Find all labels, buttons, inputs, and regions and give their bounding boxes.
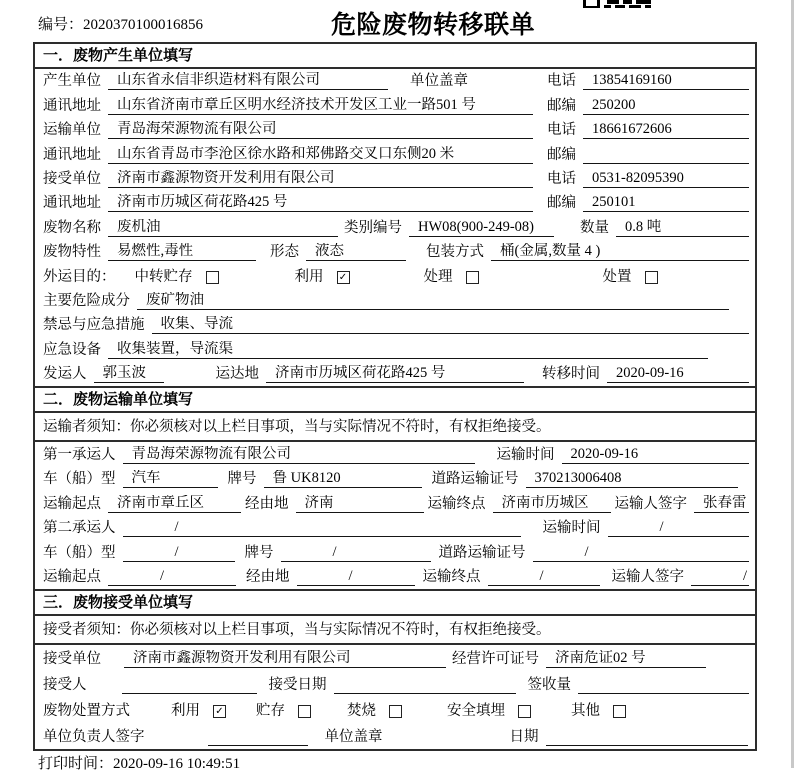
purpose-option-transfer-storage-label: 中转贮存 <box>134 268 193 285</box>
checkbox-transfer-storage <box>206 271 219 284</box>
carrier-sign2-label: 运输人签字 <box>611 569 684 586</box>
transporter-zip-label: 邮编 <box>547 146 576 163</box>
transporter-phone-value: 18661672606 <box>583 121 749 139</box>
producer-phone-value: 13854169160 <box>583 72 749 90</box>
print-time-value: 2020-09-16 10:49:51 <box>113 756 241 772</box>
checkbox-utilize: ✓ <box>213 705 226 718</box>
terminus2-value: / <box>488 568 600 586</box>
second-carrier-label: 第二承运人 <box>43 520 116 537</box>
section-transporter <box>35 386 755 589</box>
unit-seal2-label: 单位盖章 <box>324 729 383 746</box>
packaging-value: 桶(金属,数量 4 ) <box>491 243 749 261</box>
emergency-equipment-value: 收集装置，导流渠 <box>108 341 708 359</box>
via2-label: 经由地 <box>246 569 290 586</box>
disposal-option-other-label: 其他 <box>571 703 600 720</box>
packaging-label: 包装方式 <box>426 244 484 261</box>
origin2-value: / <box>108 568 236 586</box>
emergency-equipment-label: 应急设备 <box>43 341 101 358</box>
row-vehicle2 <box>35 540 755 565</box>
shipper-value: 郭玉波 <box>94 365 164 383</box>
row-transporter-unit <box>35 118 755 142</box>
transporter-address-label: 通讯地址 <box>43 146 101 163</box>
terminus2-label: 运输终点 <box>422 569 481 586</box>
carrier-sign1-label: 运输人签字 <box>614 495 687 512</box>
vehicle-type2-label: 车（船）型 <box>43 544 116 561</box>
responsible-sign-label: 单位负责人签字 <box>43 729 145 746</box>
transporter-unit-value: 青岛海荣源物流有限公司 <box>108 121 533 139</box>
transporter-address-value: 山东省青岛市李沧区徐水路和郑佛路交叉口东侧20 米 <box>108 146 533 164</box>
vehicle-type1-value: 汽车 <box>123 470 218 488</box>
plate1-value: 鲁 UK8120 <box>264 470 422 488</box>
vehicle-type2-value: / <box>123 544 235 562</box>
receiver-unit-label: 接受单位 <box>43 170 101 187</box>
producer-zip-label: 邮编 <box>547 97 576 114</box>
road-permit2-value: / <box>533 544 750 562</box>
producer-unit-label: 产生单位 <box>43 73 101 90</box>
license-label: 经营许可证号 <box>452 651 539 668</box>
received-quantity-label: 签收量 <box>527 677 571 694</box>
row-route1 <box>35 491 755 516</box>
row-recipient <box>35 671 755 697</box>
producer-address-value: 山东省济南市章丘区明水经济技术开发区工业一路501 号 <box>108 97 533 115</box>
serial-label: 编号： <box>38 17 84 33</box>
carrier-sign2-value: / <box>691 568 749 586</box>
section1-header: 一．废物产生单位填写 <box>35 44 755 69</box>
disposal-method-label: 废物处置方式 <box>43 703 130 720</box>
transporter-unit-label: 运输单位 <box>43 122 101 139</box>
via1-label: 经由地 <box>245 495 289 512</box>
waste-name-label: 废物名称 <box>43 219 101 236</box>
terminus1-value: 济南市历城区 <box>493 495 611 513</box>
terminus1-label: 运输终点 <box>427 495 486 512</box>
checkbox-store <box>298 705 311 718</box>
receiver-address-label: 通讯地址 <box>43 195 101 212</box>
quantity-label: 数量 <box>580 219 609 236</box>
row-receiver-address <box>35 191 755 215</box>
receive-date-label: 接受日期 <box>268 677 327 694</box>
purpose-option-reuse-label: 利用 <box>294 268 324 285</box>
disposal-option-store-label: 贮存 <box>256 703 285 720</box>
disposal-option-landfill-label: 安全填埋 <box>447 703 505 720</box>
checkbox-incinerate <box>389 705 402 718</box>
origin1-value: 济南市章丘区 <box>108 495 241 513</box>
shipper-label: 发运人 <box>43 366 87 383</box>
waste-name-value: 废机油 <box>108 219 338 237</box>
row-responsible-signature <box>35 723 755 749</box>
contraindications-value: 收集、导流 <box>152 316 750 334</box>
print-time-label: 打印时间： <box>38 756 114 772</box>
purpose-option-dispose-label: 处置 <box>602 268 632 285</box>
transport-time2-value: / <box>608 519 750 537</box>
quantity-value: 0.8 吨 <box>616 219 749 237</box>
main-hazard-label: 主要危险成分 <box>43 292 130 309</box>
contraindications-label: 禁忌与应急措施 <box>43 317 145 334</box>
road-permit2-label: 道路运输证号 <box>438 544 526 561</box>
purpose-option-treat-label: 处理 <box>423 268 453 285</box>
recipient-value <box>122 677 257 694</box>
carrier-sign1-value: 张春雷 <box>694 495 749 513</box>
vehicle-type1-label: 车（船）型 <box>43 471 116 488</box>
manifest-form-table <box>33 42 757 751</box>
disposal-option-incinerate-label: 焚烧 <box>347 703 376 720</box>
print-time-line <box>38 752 240 773</box>
checkbox-treat <box>466 271 479 284</box>
accepting-unit-label: 接受单位 <box>43 651 101 668</box>
via2-value: / <box>297 568 415 586</box>
receiver-notice: 接受者须知：你必须核对以上栏目事项，当与实际情况不符时，有权拒绝接受。 <box>35 616 755 645</box>
receiver-address-value: 济南市历城区荷花路425 号 <box>108 194 533 212</box>
category-code-value: HW08(900-249-08) <box>409 219 554 237</box>
checkbox-reuse: ✓ <box>337 271 350 284</box>
recipient-label: 接受人 <box>43 677 87 694</box>
receiver-phone-value: 0531-82095390 <box>583 170 749 188</box>
road-permit1-label: 道路运输证号 <box>431 471 519 488</box>
producer-address-label: 通讯地址 <box>43 97 101 114</box>
page-title: 危险废物转移联单 <box>331 12 536 39</box>
row-transport-purpose <box>35 264 755 288</box>
row-vehicle1 <box>35 467 755 492</box>
transport-time1-label: 运输时间 <box>496 446 555 463</box>
producer-zip-value: 250200 <box>583 97 749 115</box>
producer-phone-label: 电话 <box>547 73 576 90</box>
receiver-zip-label: 邮编 <box>547 195 576 212</box>
physical-form-label: 形态 <box>270 244 299 261</box>
row-route2 <box>35 565 755 590</box>
second-carrier-value: / <box>123 519 521 537</box>
serial-number-line <box>38 13 203 34</box>
receiver-phone-label: 电话 <box>547 170 576 187</box>
accepting-unit-value: 济南市鑫源物资开发利用有限公司 <box>124 650 446 668</box>
license-value: 济南危证02 号 <box>546 650 706 668</box>
row-waste-name <box>35 215 755 239</box>
transport-time1-value: 2020-09-16 <box>562 446 750 464</box>
plate1-label: 牌号 <box>227 471 257 488</box>
date-value <box>546 729 748 746</box>
row-second-carrier <box>35 516 755 541</box>
section3-header: 三．废物接受单位填写 <box>35 589 755 616</box>
transporter-zip-value <box>583 147 749 164</box>
plate2-value: / <box>281 544 431 562</box>
unit-seal-label: 单位盖章 <box>410 73 468 90</box>
section-receiver <box>35 589 755 749</box>
destination-value: 济南市历城区荷花路425 号 <box>266 365 524 383</box>
row-waste-characteristics <box>35 240 755 264</box>
received-quantity-value <box>578 677 749 694</box>
transfer-date-value: 2020-09-16 <box>607 365 749 383</box>
destination-label: 运达地 <box>215 366 259 383</box>
first-carrier-value: 青岛海荣源物流有限公司 <box>123 446 475 464</box>
section-producer <box>35 44 755 386</box>
page-edge-divider <box>791 0 794 768</box>
first-carrier-label: 第一承运人 <box>43 446 116 463</box>
checkbox-dispose <box>645 271 658 284</box>
serial-number: 2020370100016856 <box>83 17 204 33</box>
origin2-label: 运输起点 <box>43 569 101 586</box>
transporter-notice: 运输者须知：你必须核对以上栏目事项，当与实际情况不符时，有权拒绝接受。 <box>35 413 755 442</box>
row-accepting-unit <box>35 645 755 671</box>
row-producer-address <box>35 93 755 117</box>
row-first-carrier <box>35 442 755 467</box>
qr-code-icon <box>583 0 652 9</box>
checkbox-landfill <box>518 705 531 718</box>
characteristics-value: 易燃性,毒性 <box>108 243 256 261</box>
plate2-label: 牌号 <box>244 544 274 561</box>
responsible-sign-value <box>208 729 308 746</box>
category-code-label: 类别编号 <box>344 219 402 236</box>
transporter-phone-label: 电话 <box>547 122 576 139</box>
row-shipper <box>35 362 755 386</box>
disposal-option-utilize-label: 利用 <box>171 703 200 720</box>
origin1-label: 运输起点 <box>43 495 101 512</box>
purpose-label: 外运目的： <box>43 268 116 285</box>
row-contraindications <box>35 313 755 337</box>
characteristics-label: 废物特性 <box>43 244 101 261</box>
checkbox-other <box>613 705 626 718</box>
row-producer-unit <box>35 69 755 93</box>
producer-unit-value: 山东省永信非织造材料有限公司 <box>108 72 388 90</box>
section2-header: 二．废物运输单位填写 <box>35 386 755 413</box>
via1-value: 济南 <box>296 495 424 513</box>
row-disposal-method <box>35 697 755 723</box>
row-transporter-address <box>35 142 755 166</box>
receiver-unit-value: 济南市鑫源物资开发利用有限公司 <box>108 170 533 188</box>
physical-form-value: 液态 <box>306 243 406 261</box>
row-emergency-equipment <box>35 337 755 361</box>
main-hazard-value: 废矿物油 <box>137 292 729 310</box>
receiver-zip-value: 250101 <box>583 194 749 212</box>
receive-date-value <box>334 677 516 694</box>
road-permit1-value: 370213006408 <box>526 470 738 488</box>
transfer-date-label: 转移时间 <box>542 366 600 383</box>
row-receiver-unit <box>35 167 755 191</box>
row-main-hazard <box>35 289 755 313</box>
date-label: 日期 <box>509 729 539 746</box>
transport-time2-label: 运输时间 <box>542 520 601 537</box>
